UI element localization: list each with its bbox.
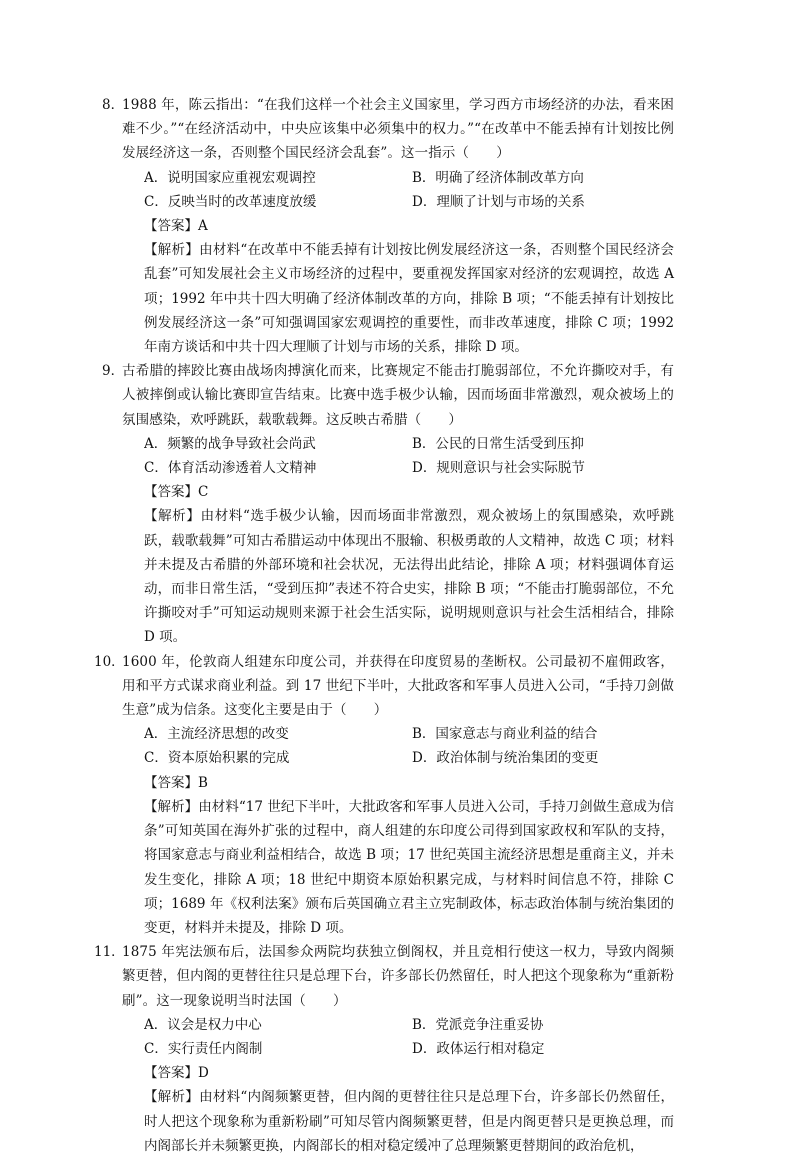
analysis-tag: 【解析】 bbox=[144, 508, 201, 525]
option-d: D．政治体制与统治集团的变更 bbox=[412, 750, 599, 767]
option-d: D．政体运行相对稳定 bbox=[412, 1040, 545, 1057]
answer-tag: 【答案】 bbox=[144, 1065, 198, 1082]
option-c: C．反映当时的改革速度放缓 bbox=[144, 193, 317, 210]
question-number: 9． bbox=[102, 363, 125, 380]
analysis-text: 由材料“内阁频繁更替，但内阁的更替往往只是总理下台，许多部长仍然留任，时人把这个现象称为重新粉刷”可知尽管内阁频繁更替，但是内阁更替只是更换总理，而内阁部长并未频繁更换，内阁部长的相对稳定缓冲了总理频繁更替期间的政治危机， bbox=[144, 1089, 674, 1154]
option-d: D．理顺了计划与市场的关系 bbox=[412, 193, 585, 210]
option-c: C．实行责任内阁制 bbox=[144, 1040, 263, 1057]
analysis-text: 由材料“在改革中不能丢掉有计划按比例发展经济这一条，否则整个国民经济会乱套”可知发展社会主义市场经济的过程中，要重视发挥国家对经济的宏观调控，故选 A 项；1992 年中共十四大明确了经济体制改革的方向，排除 B 项；“不能丢掉有计划按比例发展经济这一条”可知强调国家宏观调控的重要性，而非改革速度，排除 C 项；1992 年南方谈话和中共十四大理顺了计划与市场的关系，排除 D 项。 bbox=[144, 242, 674, 356]
question-stem: 1988 年，陈云指出：“在我们这样一个社会主义国家里，学习西方市场经济的办法，看来困难不少。”“在经济活动中，中央应该集中必须集中的权力。”“在改革中不能丢掉有计划按比例发展经济这一条，否则整个国民经济会乱套”。这一指示（ ） bbox=[122, 97, 674, 162]
analysis-paragraph bbox=[122, 238, 674, 359]
question-stem: 1875 年宪法颁布后，法国参众两院均获独立倒阁权，并且竞相行使这一权力，导致内阁频繁更替，但内阁的更替往往只是总理下台，许多部长仍然留任，时人把这个现象称为“重新粉刷”。这一现象说明当时法国（ ） bbox=[122, 944, 674, 1009]
question-stem: 古希腊的摔跤比赛由战场肉搏演化而来，比赛规定不能击打脆弱部位，不允许撕咬对手，有人被摔倒或认输比赛即宣告结束。比赛中选手极少认输，因而场面非常激烈，观众被场上的氛围感染，欢呼跳跃，载歌载舞。这反映古希腊（ ） bbox=[122, 363, 674, 428]
option-c: C．资本原始积累的完成 bbox=[144, 750, 290, 767]
option-d: D．规则意识与社会实际脱节 bbox=[412, 460, 585, 477]
answer-value: B bbox=[198, 774, 208, 791]
options-grid bbox=[122, 166, 674, 214]
answer-tag: 【答案】 bbox=[144, 218, 198, 235]
answer-tag: 【答案】 bbox=[144, 484, 198, 501]
question-number: 10． bbox=[94, 653, 125, 670]
option-a: A．主流经济思想的改变 bbox=[144, 726, 289, 743]
analysis-paragraph bbox=[122, 504, 674, 649]
option-a: A．频繁的战争导致社会尚武 bbox=[144, 435, 316, 452]
answer-line bbox=[122, 771, 674, 795]
analysis-paragraph bbox=[122, 795, 674, 940]
option-b: B．公民的日常生活受到压抑 bbox=[412, 435, 584, 452]
options-grid bbox=[122, 722, 674, 770]
answer-value: A bbox=[198, 218, 208, 235]
question-11 bbox=[94, 940, 674, 1158]
question-8 bbox=[102, 93, 674, 359]
option-b: B．国家意志与商业利益的结合 bbox=[412, 726, 598, 743]
answer-value: C bbox=[198, 484, 209, 501]
analysis-text: 由材料“选手极少认输，因而场面非常激烈，观众被场上的氛围感染，欢呼跳跃，载歌载舞”可知古希腊运动中体现出不服输、积极勇敢的人文精神，故选 C 项；材料并未提及古希腊的外部环境和社会状况，无法得出此结论，排除 A 项；材料强调体育运动，而非日常生活，“受到压抑”表述不符合史实，排除 B 项；“不能击打脆弱部位，不允许撕咬对手”可知运动规则来源于社会生活实际，说明规则意识与社会生活相结合，排除 D 项。 bbox=[144, 508, 675, 646]
document-page bbox=[94, 93, 675, 1158]
answer-line bbox=[122, 214, 674, 238]
question-stem: 1600 年，伦敦商人组建东印度公司，并获得在印度贸易的垄断权。公司最初不雇佣政客，用和平方式谋求商业利益。到 17 世纪下半叶，大批政客和军事人员进入公司，“手持刀剑做生意”成为信条。这变化主要是由于（ ） bbox=[122, 653, 674, 719]
options-grid bbox=[122, 432, 674, 480]
analysis-tag: 【解析】 bbox=[144, 1089, 200, 1106]
analysis-tag: 【解析】 bbox=[144, 242, 200, 259]
answer-line bbox=[122, 1061, 674, 1085]
option-c: C．体育活动渗透着人文精神 bbox=[144, 460, 317, 477]
question-10 bbox=[94, 650, 674, 940]
question-9 bbox=[102, 359, 675, 649]
answer-value: D bbox=[198, 1065, 209, 1082]
option-a: A．说明国家应重视宏观调控 bbox=[144, 169, 316, 186]
options-grid bbox=[122, 1013, 674, 1061]
analysis-tag: 【解析】 bbox=[144, 798, 199, 815]
question-number: 11． bbox=[94, 944, 125, 961]
question-number: 8． bbox=[102, 97, 125, 113]
answer-tag: 【答案】 bbox=[144, 774, 198, 791]
analysis-text: 由材料“17 世纪下半叶，大批政客和军事人员进入公司，手持刀剑做生意成为信条”可知英国在海外扩张的过程中，商人组建的东印度公司得到国家政权和军队的支持，将国家意志与商业利益相结合，故选 B 项；17 世纪英国主流经济思想是重商主义，并未发生变化，排除 A 项；18 世纪中期资本原始积累完成，与材料时间信息不符，排除 C 项；1689 年《权利法案》颁布后英国确立君主立宪制政体，标志政治体制与统治集团的变更，材料并未提及，排除 D 项。 bbox=[144, 798, 674, 936]
option-b: B．明确了经济体制改革方向 bbox=[412, 169, 584, 186]
option-b: B．党派竞争注重妥协 bbox=[412, 1016, 544, 1033]
option-a: A．议会是权力中心 bbox=[144, 1016, 262, 1033]
answer-line bbox=[122, 480, 674, 504]
